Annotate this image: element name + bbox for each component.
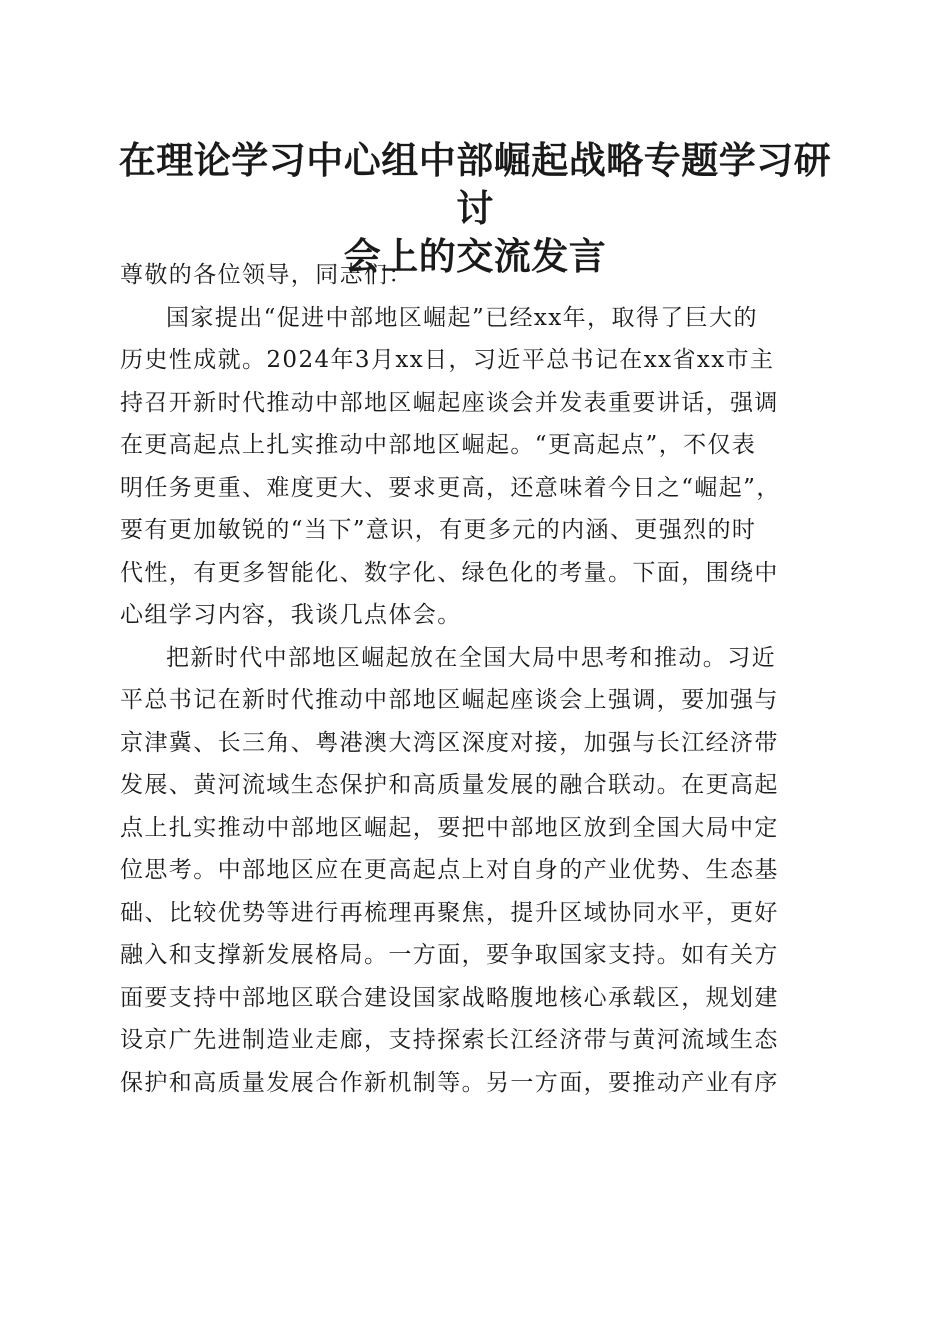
paragraph-line: 面要支持中部地区联合建设国家战略腹地核心承载区，规划建 [120,984,779,1011]
paragraph-line: 平总书记在新时代推动中部地区崛起座谈会上强调，要加强与 [120,687,779,713]
paragraph-line: 发展、黄河流域生态保护和高质量发展的融合联动。在更高起 [120,772,779,798]
paragraph-line: 国家提出“促进中部地区崛起”已经xx年，取得了巨大的 [166,304,758,331]
paragraph-line: 京津冀、长三角、粤港澳大湾区深度对接，加强与长江经济带 [120,729,779,756]
paragraph-line: 心组学习内容，我谈几点体会。 [120,602,462,628]
paragraph-line: 代性，有更多智能化、数字化、绿色化的考量。下面，围绕中 [120,559,779,586]
title-line-2: 会上的交流发言 [343,234,607,278]
salutation: 尊敬的各位领导，同志们： [120,262,413,288]
paragraph-line: 位思考。中部地区应在更高起点上对自身的产业优势、生态基 [120,857,779,883]
paragraph-line: 持召开新时代推动中部地区崛起座谈会并发表重要讲话，强调 [120,389,779,416]
paragraph-line: 把新时代中部地区崛起放在全国大局中思考和推动。习近 [166,644,776,671]
paragraph-line: 保护和高质量发展合作新机制等。另一方面，要推动产业有序 [120,1069,779,1096]
paragraph-line: 设京广先进制造业走廊，支持探索长江经济带与黄河流域生态 [120,1027,779,1053]
paragraph-2 [120,637,825,1105]
paragraph-line: 历史性成就。2024年3月xx日，习近平总书记在xx省xx市主 [120,347,775,373]
paragraph-1 [120,297,825,637]
paragraph-line: 明任务更重、难度更大、要求更高，还意味着今日之“崛起”， [120,474,781,501]
paragraph-line: 在更高起点上扎实推动中部地区崛起。“更高起点”，不仅表 [120,432,757,458]
document-body [120,254,825,1104]
paragraph-line: 础、比较优势等进行再梳理再聚焦，提升区域协同水平，更好 [120,899,779,926]
title-line-1: 在理论学习中心组中部崛起战略专题学习研讨 [118,138,832,230]
paragraph-line: 要有更加敏锐的“当下”意识，有更多元的内涵、更强烈的时 [120,517,757,543]
paragraph-line: 点上扎实推动中部地区崛起，要把中部地区放到全国大局中定 [120,814,779,841]
paragraph-line: 融入和支撑新发展格局。一方面，要争取国家支持。如有关方 [120,942,779,968]
